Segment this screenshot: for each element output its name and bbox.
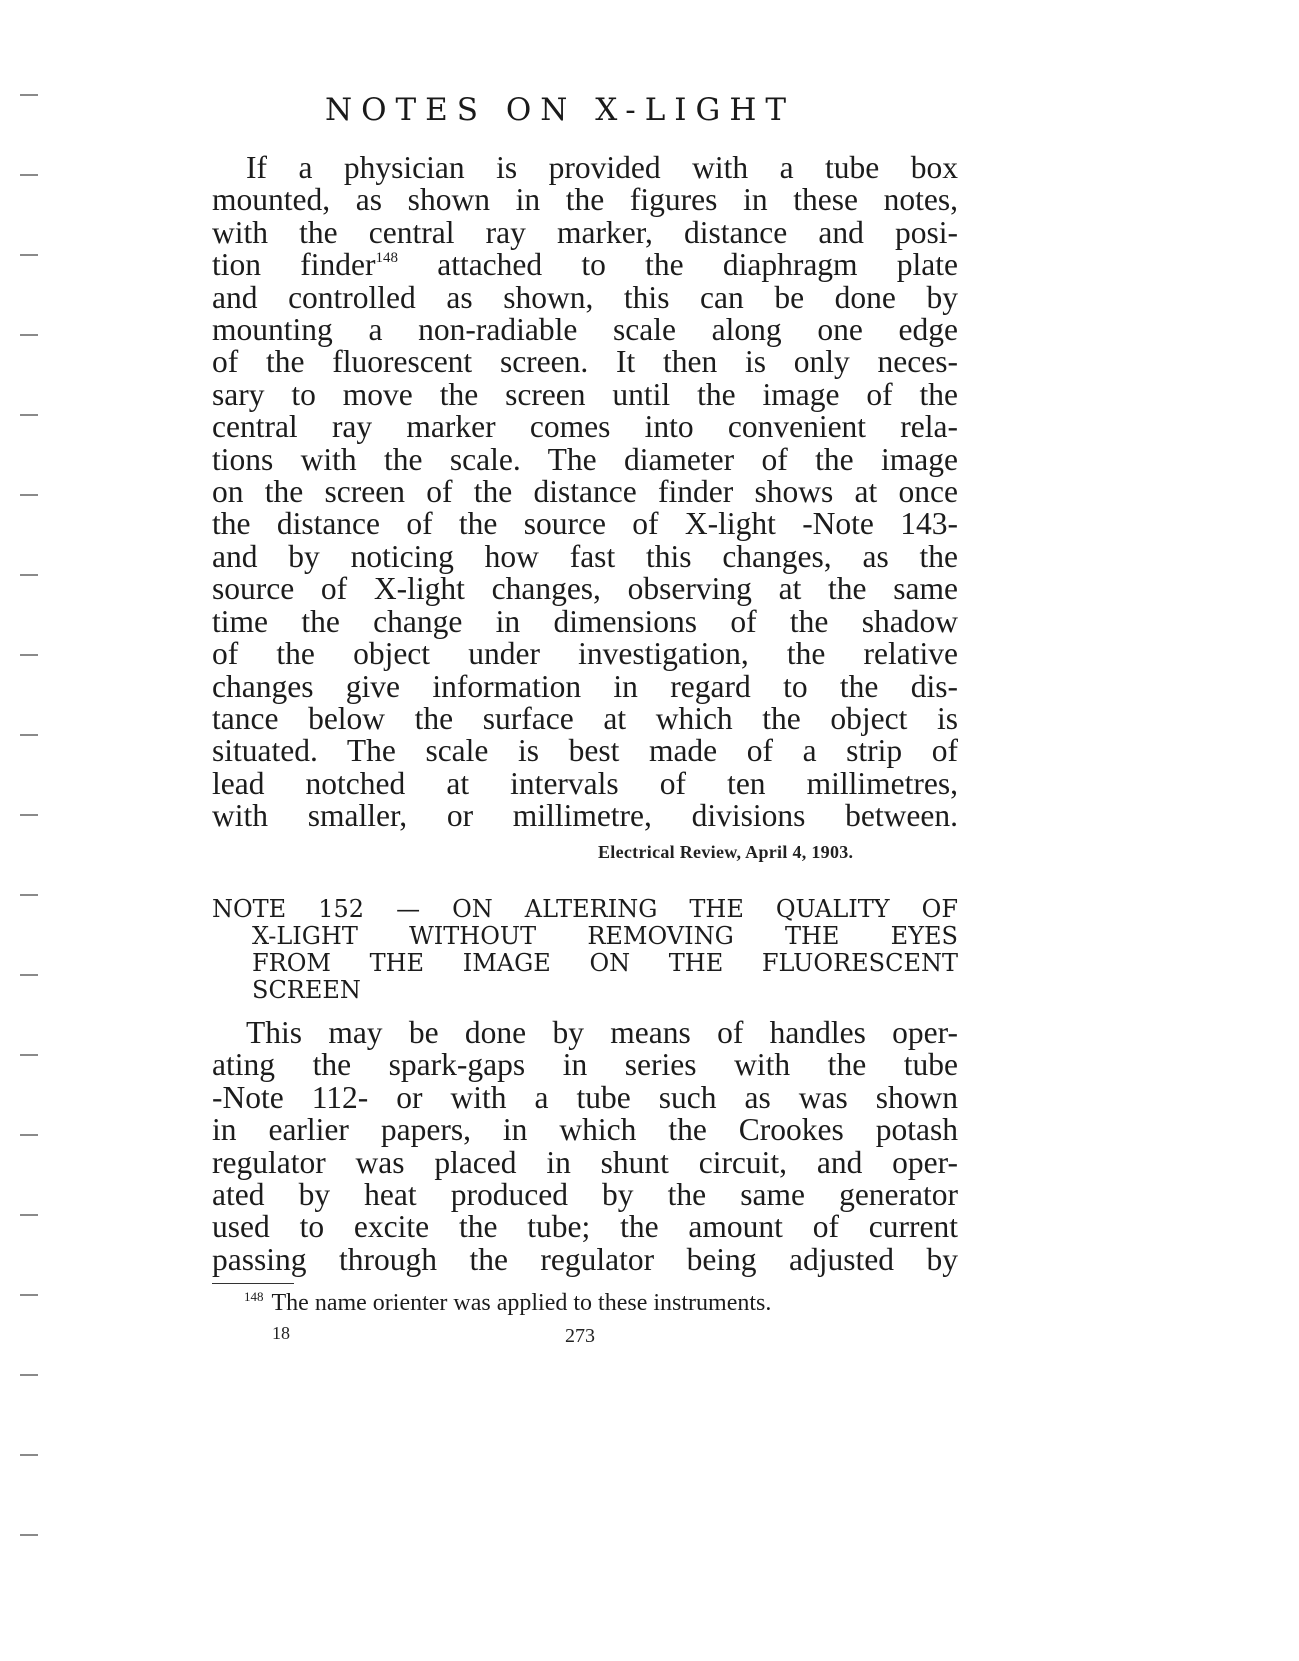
text-fragment: attached to the diaphragm plate	[437, 247, 959, 283]
text-line: sary to move the screen until the image of the	[212, 376, 958, 412]
margin-tick	[20, 254, 38, 256]
margin-tick	[20, 654, 38, 656]
footnote-reference: 148	[375, 250, 398, 267]
text-line: of the object under investigation, the relative	[212, 636, 958, 672]
text-line: on the screen of the distance finder shows at once	[212, 474, 958, 510]
footnote-number: 148	[244, 1289, 264, 1304]
paragraph-2	[212, 1017, 958, 1276]
paragraph-1	[212, 152, 958, 833]
text-line: ating the spark-gaps in series with the tube	[212, 1047, 958, 1083]
text-line: regulator was placed in shunt circuit, and oper-	[212, 1144, 958, 1180]
margin-tick	[20, 1294, 38, 1296]
text-line: in earlier papers, in which the Crookes potash	[212, 1112, 958, 1148]
text-line: changes give information in regard to the dis-	[212, 668, 958, 704]
text-line: the distance of the source of X-light -Note 143-	[212, 506, 958, 542]
margin-tick	[20, 414, 38, 416]
text-line: mounted, as shown in the figures in these notes,	[212, 182, 958, 218]
margin-tick	[20, 174, 38, 176]
text-line: lead notched at intervals of ten millimetres,	[212, 765, 958, 801]
text-line: and controlled as shown, this can be done by	[212, 279, 958, 315]
page-number: 273	[565, 1325, 595, 1347]
signature-mark: 18	[272, 1323, 290, 1343]
text-line: with the central ray marker, distance and posi-	[212, 214, 958, 250]
text-line: source of X-light changes, observing at the same	[212, 571, 958, 607]
heading-line: X-LIGHT WITHOUT REMOVING THE EYES	[252, 922, 958, 950]
margin-tick	[20, 894, 38, 896]
text-line: passing through the regulator being adjusted by	[212, 1241, 958, 1277]
citation: Electrical Review, April 4, 1903.	[598, 842, 854, 862]
text-line: with smaller, or millimetre, divisions between.	[212, 798, 958, 834]
text-line: of the fluorescent screen. It then is only neces-	[212, 344, 958, 380]
text-line-with-footnote	[212, 249, 958, 281]
text-line: mounting a non-radiable scale along one edge	[212, 312, 958, 348]
footnote	[244, 1289, 960, 1317]
text-line: central ray marker comes into convenient rela-	[212, 409, 958, 445]
text-line: used to excite the tube; the amount of current	[212, 1209, 958, 1245]
margin-tick	[20, 1054, 38, 1056]
text-line: tions with the scale. The diameter of the image	[212, 441, 958, 477]
footnote-rule	[212, 1283, 294, 1284]
text-line: situated. The scale is best made of a strip of	[212, 733, 958, 769]
text-line: -Note 112- or with a tube such as was shown	[212, 1079, 958, 1115]
text-fragment: tion finder	[212, 247, 376, 283]
margin-ticks	[0, 0, 60, 1661]
text-line: tance below the surface at which the object is	[212, 700, 958, 736]
text-line: If a physician is provided with a tube box	[246, 150, 958, 185]
margin-tick	[20, 1534, 38, 1536]
margin-tick	[20, 974, 38, 976]
running-header: NOTES ON X-LIGHT	[324, 92, 796, 128]
text-line: and by noticing how fast this changes, as the	[212, 538, 958, 574]
note-heading	[212, 896, 958, 1004]
heading-line: SCREEN	[252, 976, 361, 1004]
margin-tick	[20, 1214, 38, 1216]
heading-line: NOTE 152 — ON ALTERING THE QUALITY OF	[212, 895, 958, 923]
margin-tick	[20, 1454, 38, 1456]
text-line: ated by heat produced by the same generator	[212, 1177, 958, 1213]
text-line: time the change in dimensions of the shadow	[212, 603, 958, 639]
margin-tick	[20, 814, 38, 816]
margin-tick	[20, 734, 38, 736]
footnote-text: The name orienter was applied to these instruments.	[271, 1290, 772, 1316]
margin-tick	[20, 574, 38, 576]
margin-tick	[20, 1374, 38, 1376]
heading-line: FROM THE IMAGE ON THE FLUORESCENT	[252, 949, 958, 977]
margin-tick	[20, 494, 38, 496]
text-line: This may be done by means of handles oper-	[246, 1015, 958, 1050]
margin-tick	[20, 334, 38, 336]
margin-tick	[20, 94, 38, 96]
margin-tick	[20, 1134, 38, 1136]
